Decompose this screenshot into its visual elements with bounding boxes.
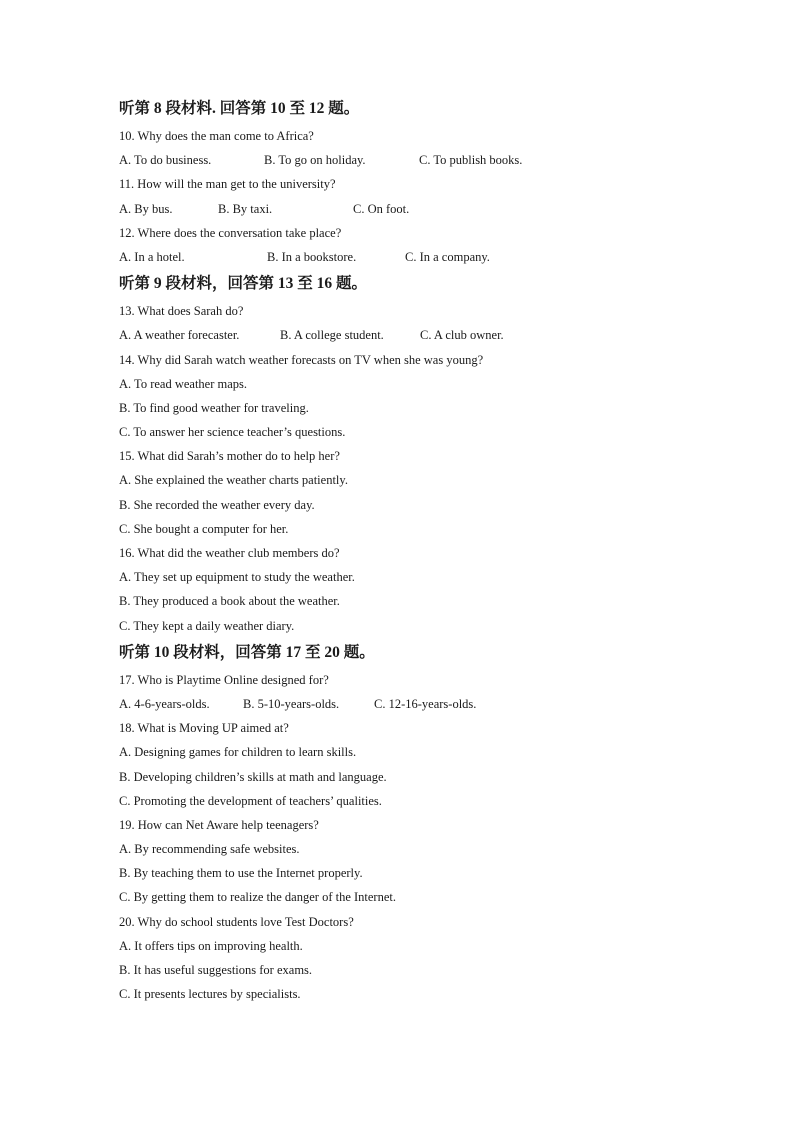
answer-option: B. Developing children’s skills at math and language.	[119, 769, 387, 784]
answer-option: B. To go on holiday.	[264, 153, 366, 168]
options-row	[119, 197, 739, 221]
section-heading: 听第 10 段材料，回答第 17 至 20 题。	[119, 643, 375, 661]
answer-option: B. They produced a book about the weather.	[119, 594, 340, 609]
answer-option: B. She recorded the weather every day.	[119, 497, 315, 512]
answer-option: C. It presents lectures by specialists.	[119, 987, 301, 1002]
answer-option: C. Promoting the development of teachers’ qualities.	[119, 793, 382, 808]
answer-option: C. By getting them to realize the danger of the Internet.	[119, 890, 396, 905]
answer-option: C. On foot.	[353, 201, 410, 216]
question-text: 10. Why does the man come to Africa?	[119, 129, 314, 143]
question-text: 18. What is Moving UP aimed at?	[119, 721, 289, 736]
answer-option: A. It offers tips on improving health.	[119, 938, 303, 953]
question-text: 14. Why did Sarah watch weather forecasts on TV when she was young?	[119, 352, 484, 367]
answer-option: C. In a company.	[405, 249, 490, 264]
answer-option: A. She explained the weather charts patiently.	[119, 473, 348, 488]
answer-option: B. A college student.	[280, 328, 384, 343]
answer-option: A. To read weather maps.	[119, 376, 248, 391]
question-text: 13. What does Sarah do?	[119, 304, 244, 319]
options-row	[119, 148, 739, 172]
answer-option: C. A club owner.	[420, 328, 504, 343]
exam-page	[119, 94, 739, 1006]
answer-option: B. In a bookstore.	[267, 249, 357, 264]
answer-option: B. By teaching them to use the Internet properly.	[119, 866, 363, 881]
answer-option: C. To publish books.	[419, 153, 523, 168]
answer-option: A. They set up equipment to study the weather.	[119, 570, 355, 585]
question-text: 19. How can Net Aware help teenagers?	[119, 817, 319, 832]
options-row	[119, 323, 739, 347]
answer-option: B. By taxi.	[218, 201, 273, 216]
answer-option: A. Designing games for children to learn skills.	[119, 745, 357, 760]
question-text: 16. What did the weather club members do?	[119, 546, 340, 560]
answer-option: B. It has useful suggestions for exams.	[119, 963, 313, 977]
options-row	[119, 692, 739, 716]
answer-option: B. To find good weather for traveling.	[119, 400, 309, 415]
answer-option: C. They kept a daily weather diary.	[119, 618, 295, 633]
question-text: 17. Who is Playtime Online designed for?	[119, 672, 329, 687]
answer-option: A. A weather forecaster.	[119, 328, 240, 343]
question-text: 12. Where does the conversation take place?	[119, 225, 342, 240]
question-text: 20. Why do school students love Test Doctors?	[119, 914, 354, 929]
answer-option: A. By bus.	[119, 201, 173, 216]
answer-option: A. 4-6-years-olds.	[119, 696, 210, 711]
question-text: 15. What did Sarah’s mother do to help her?	[119, 449, 340, 464]
answer-option: A. To do business.	[119, 153, 212, 168]
answer-option: C. She bought a computer for her.	[119, 521, 289, 536]
answer-option: A. In a hotel.	[119, 249, 185, 264]
answer-option: B. 5-10-years-olds.	[243, 696, 340, 711]
answer-option: C. 12-16-years-olds.	[374, 696, 477, 711]
options-row	[119, 245, 739, 269]
answer-option: A. By recommending safe websites.	[119, 842, 300, 857]
question-text: 11. How will the man get to the university?	[119, 177, 336, 192]
section-heading: 听第 9 段材料，回答第 13 至 16 题。	[119, 275, 368, 293]
answer-option: C. To answer her science teacher’s questions.	[119, 425, 346, 440]
section-heading: 听第 8 段材料. 回答第 10 至 12 题。	[119, 100, 360, 117]
